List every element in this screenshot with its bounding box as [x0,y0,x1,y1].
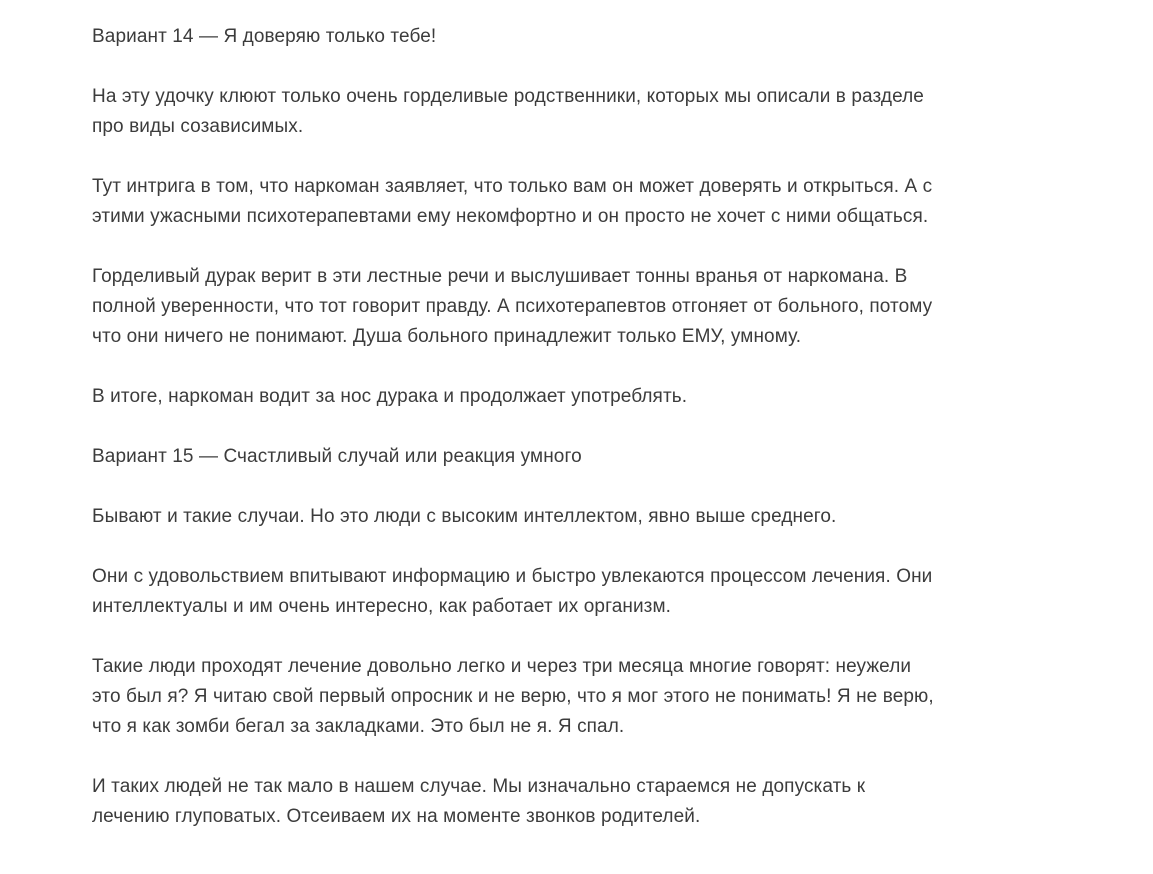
paragraph: Горделивый дурак верит в эти лестные речи и выслушивает тонны вранья от наркомана. В полной уверенности, что тот говорит правду. А психотерапевтов отгоняет от больного, потому что они ничего не понимают. Душа больного принадлежит только ЕМУ, умному. [92,266,933,347]
paragraph: И таких людей не так мало в нашем случае. Мы изначально стараемся не допускать к лечению глуповатых. Отсеиваем их на моменте звонков родителей. [92,776,866,827]
paragraph: В итоге, наркоман водит за нос дурака и продолжает употреблять. [92,386,688,407]
paragraph: На эту удочку клюют только очень горделивые родственники, которых мы описали в разделе про виды созависимых. [92,86,924,137]
paragraph: Они с удовольствием впитывают информацию и быстро увлекаются процессом лечения. Они интеллектуалы и им очень интересно, как работает их организм. [92,566,933,617]
section-heading-variant-14: Вариант 14 — Я доверяю только тебе! [92,26,437,47]
section-heading-variant-15: Вариант 15 — Счастливый случай или реакция умного [92,446,582,467]
paragraph: Бывают и такие случаи. Но это люди с высоким интеллектом, явно выше среднего. [92,506,837,527]
paragraph: Тут интрига в том, что наркоман заявляет, что только вам он может доверять и открыться. А с этими ужасными психотерапевтами ему некомфортно и он просто не хочет с ними общаться. [92,176,933,227]
paragraph: Такие люди проходят лечение довольно легко и через три месяца многие говорят: неужели это был я? Я читаю свой первый опросник и не верю, что я мог этого не понимать! Я не верю, что я как зомби бегал за закладками. Это был не я. Я спал. [92,656,934,737]
